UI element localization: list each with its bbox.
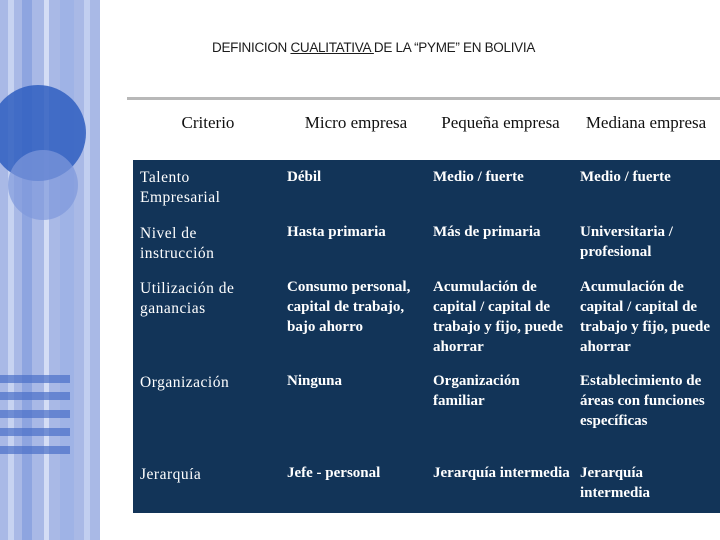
table-cell: Medio / fuerte xyxy=(433,169,524,185)
strip-bar xyxy=(84,0,90,540)
table-cell: Consumo personal, capital de trabajo, bajo ahorro xyxy=(287,279,411,335)
strip-hbar xyxy=(0,392,70,400)
strip-bar xyxy=(8,0,14,540)
table-cell: Jerarquía intermedia xyxy=(433,465,570,481)
table-cell: Jefe - personal xyxy=(287,465,381,481)
header-criterio: Criterio xyxy=(181,113,235,132)
table-cell: Talento Empresarial xyxy=(140,169,221,206)
strip-bar xyxy=(44,0,49,540)
decorative-side-strip xyxy=(0,0,120,540)
table-cell: Medio / fuerte xyxy=(580,169,671,185)
strip-bar xyxy=(22,0,32,540)
strip-hbar xyxy=(0,410,70,418)
title-part: DE LA “PYME” EN BOLIVIA xyxy=(373,40,536,55)
strip-hbar xyxy=(0,428,70,436)
strip-bar xyxy=(60,0,74,540)
table-cell: Ninguna xyxy=(287,373,343,389)
table-cell: Organización xyxy=(140,374,230,391)
header-micro: Micro empresa xyxy=(304,113,408,132)
decorative-circle xyxy=(8,150,78,220)
table-cell: Jerarquía intermedia xyxy=(580,465,650,501)
table-cell: Hasta primaria xyxy=(287,224,386,240)
header-mediana: Mediana empresa xyxy=(585,113,707,132)
page-title xyxy=(212,40,652,55)
header-rule xyxy=(127,97,720,100)
table-cell: Nivel de instrucción xyxy=(140,225,215,262)
table-cell: Utilización de ganancias xyxy=(140,280,235,317)
title-part: DEFINICION xyxy=(212,40,291,55)
strip-gap xyxy=(100,0,120,540)
table-header-row xyxy=(133,100,720,160)
title-underlined-part: CUALITATIVA xyxy=(290,40,374,55)
strip-hbar xyxy=(0,446,70,454)
table-cell: Organización familiar xyxy=(433,373,520,409)
table-cell: Más de primaria xyxy=(433,224,541,240)
table-cell: Jerarquía xyxy=(140,466,202,483)
header-pequena: Pequeña empresa xyxy=(441,113,560,132)
table-cell: Débil xyxy=(287,169,322,185)
table-cell: Acumulación de capital / capital de trabajo y fijo, puede ahorrar xyxy=(580,279,710,355)
table-cell: Acumulación de capital / capital de trabajo y fijo, puede ahorrar xyxy=(433,279,563,355)
strip-hbar xyxy=(0,375,70,383)
table-cell: Universitaria / profesional xyxy=(580,224,673,260)
table-cell: Establecimiento de áreas con funciones específicas xyxy=(580,373,705,429)
